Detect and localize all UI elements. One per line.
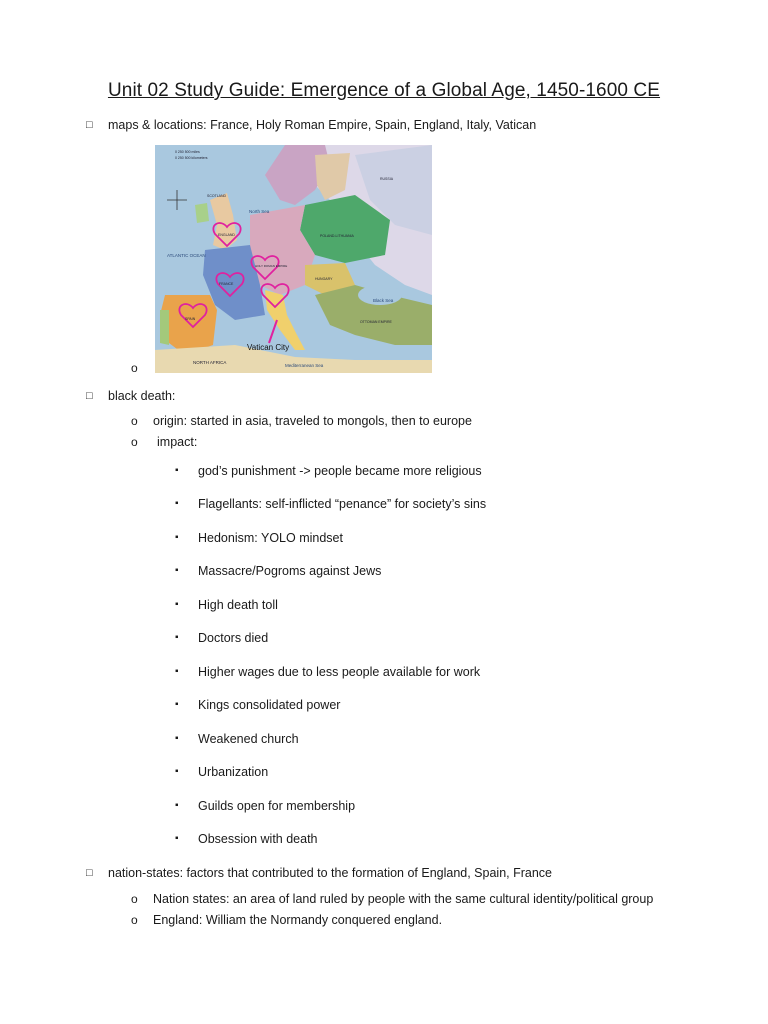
list-bullet: ▪ <box>175 800 179 811</box>
list-item: Flagellants: self-inflicted “penance” for society’s sins <box>198 497 487 511</box>
list-item: Urbanization <box>198 765 269 779</box>
circle-marker: o <box>131 414 138 428</box>
circle-marker: o <box>131 435 138 449</box>
list-item: England: William the Normandy conquered england. <box>153 913 443 927</box>
hungary-label: HUNGARY <box>315 277 333 281</box>
ottoman-label: OTTOMAN EMPIRE <box>360 320 392 324</box>
list-item: Higher wages due to less people available for work <box>198 665 481 679</box>
europe-map-image <box>155 145 432 373</box>
list-item: Hedonism: YOLO mindset <box>198 531 343 545</box>
list-item: Doctors died <box>198 631 269 645</box>
checkbox-square-marker: □ <box>86 119 93 131</box>
black-sea-label: Black Sea <box>373 298 394 303</box>
list-item: Weakened church <box>198 732 299 746</box>
list-bullet: ▪ <box>175 565 179 576</box>
circle-marker: o <box>131 361 138 375</box>
circle-marker: o <box>131 892 138 906</box>
nation-states-heading: nation-states: factors that contributed to the formation of England, Spain, France <box>108 866 553 880</box>
list-item: Nation states: an area of land ruled by people with the same cultural identity/political group <box>153 892 654 906</box>
list-bullet: ▪ <box>175 766 179 777</box>
scale-km-label: 0 250 500 kilometers <box>175 156 208 160</box>
black-death-origin: origin: started in asia, traveled to mongols, then to europe <box>153 414 472 428</box>
vatican-city-label: Vatican City <box>247 343 290 352</box>
checkbox-square-marker: □ <box>86 867 93 879</box>
poland-label: POLAND-LITHUANIA <box>320 234 354 238</box>
list-item: god’s punishment -> people became more religious <box>198 464 482 478</box>
list-bullet: ▪ <box>175 599 179 610</box>
list-bullet: ▪ <box>175 833 179 844</box>
black-death-impact-heading: impact: <box>157 435 198 449</box>
north-africa-label: NORTH AFRICA <box>193 360 227 365</box>
spain-label: SPAIN <box>185 317 196 321</box>
france-label: FRANCE <box>219 282 234 286</box>
russia-label: RUSSIA <box>380 177 394 181</box>
list-bullet: ▪ <box>175 632 179 643</box>
list-bullet: ▪ <box>175 465 179 476</box>
list-item: Obsession with death <box>198 832 318 846</box>
list-item: Massacre/Pogroms against Jews <box>198 564 382 578</box>
circle-marker: o <box>131 913 138 927</box>
list-bullet: ▪ <box>175 733 179 744</box>
med-sea-label: Mediterranean Sea <box>285 363 324 368</box>
list-bullet: ▪ <box>175 532 179 543</box>
scale-miles-label: 0 250 500 miles <box>175 150 200 154</box>
list-bullet: ▪ <box>175 666 179 677</box>
list-item: Guilds open for membership <box>198 799 356 813</box>
england-label: ENGLAND <box>218 233 235 237</box>
maps-heading: maps & locations: France, Holy Roman Empire, Spain, England, Italy, Vatican <box>108 118 537 132</box>
scotland-label: SCOTLAND <box>207 194 227 198</box>
north-sea-label: North Sea <box>249 209 270 214</box>
checkbox-square-marker: □ <box>86 390 93 402</box>
list-bullet: ▪ <box>175 699 179 710</box>
list-item: Kings consolidated power <box>198 698 341 712</box>
list-bullet: ▪ <box>175 498 179 509</box>
page-title: Unit 02 Study Guide: Emergence of a Global Age, 1450-1600 CE <box>107 80 661 101</box>
list-item: High death toll <box>198 598 278 612</box>
hre-label: HOLY ROMAN EMPIRE <box>255 264 288 268</box>
atlantic-label: ATLANTIC OCEAN <box>167 253 206 258</box>
black-death-heading: black death: <box>108 389 176 403</box>
